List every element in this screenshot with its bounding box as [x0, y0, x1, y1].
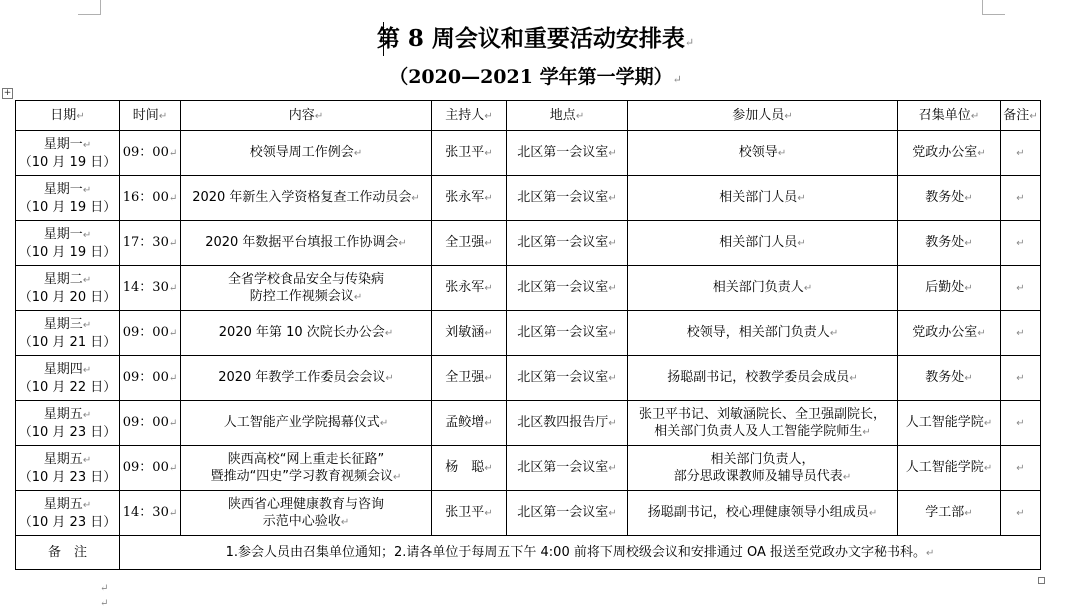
content-cell-line: 2020 年教学工作委员会会议↵ [218, 370, 394, 385]
time-cell-line: 09：00↵ [122, 460, 178, 475]
date-cell[interactable] [16, 446, 120, 491]
place-cell[interactable] [507, 356, 628, 401]
attendees-cell[interactable] [628, 401, 898, 446]
date-cell-line: （10 月 20 日） [18, 289, 117, 305]
content-cell[interactable] [181, 131, 432, 176]
place-cell-line: 北区第一会议室↵ [517, 505, 617, 520]
host-cell[interactable] [432, 491, 507, 536]
organizer-cell-line: 教务处↵ [925, 190, 973, 205]
place-cell-line: 北区第一会议室↵ [517, 190, 617, 205]
remark-cell-line: ↵ [1016, 463, 1025, 474]
remark-cell-line: ↵ [1016, 193, 1025, 204]
place-cell[interactable] [507, 446, 628, 491]
organizer-cell-line: 党政办公室↵ [912, 145, 986, 160]
column-header-remark[interactable]: 备注↵ [1001, 101, 1041, 131]
page-corner-mark-right [982, 0, 1005, 15]
time-cell-line: 09：00↵ [122, 415, 178, 430]
organizer-cell[interactable] [898, 446, 1001, 491]
place-cell-line: 北区第一会议室↵ [517, 280, 617, 295]
date-cell-line: 星期一↵ [43, 181, 92, 197]
host-cell-line: 张卫平↵ [445, 145, 493, 160]
content-cell[interactable] [181, 446, 432, 491]
page-corner-mark-left [78, 0, 101, 15]
content-cell-line: 人工智能产业学院揭幕仪式↵ [223, 415, 389, 430]
content-cell-line: 校领导周工作例会↵ [249, 145, 363, 160]
host-cell[interactable] [432, 266, 507, 311]
column-header-organizer[interactable]: 召集单位↵ [898, 101, 1001, 131]
remark-cell-line: ↵ [1016, 508, 1025, 519]
table-resize-handle[interactable] [1038, 577, 1045, 584]
attendees-cell[interactable] [628, 446, 898, 491]
content-cell-line: 示范中心验收↵ [262, 513, 350, 529]
date-cell-line: （10 月 19 日） [18, 244, 117, 260]
remark-cell[interactable] [1001, 176, 1041, 221]
date-cell-line: （10 月 23 日） [18, 424, 117, 440]
table-row [16, 131, 1041, 176]
date-cell[interactable] [16, 221, 120, 266]
table-header-row [16, 101, 1041, 131]
attendees-cell[interactable] [628, 491, 898, 536]
host-cell[interactable] [432, 446, 507, 491]
content-cell-line: 2020 年数据平台填报工作协调会↵ [205, 235, 407, 250]
content-cell[interactable] [181, 491, 432, 536]
column-header-place[interactable]: 地点↵ [507, 101, 628, 131]
content-cell-line: 陕西省心理健康教育与咨询 [227, 496, 384, 512]
host-cell-line: 刘敏涵↵ [445, 325, 493, 340]
host-cell[interactable] [432, 221, 507, 266]
content-cell[interactable] [181, 221, 432, 266]
date-cell[interactable] [16, 266, 120, 311]
column-header-attendees[interactable]: 参加人员↵ [628, 101, 898, 131]
date-cell-line: 星期四↵ [43, 361, 92, 377]
paragraph-mark: ↵ [100, 598, 109, 609]
attendees-cell-line: 相关部门人员↵ [719, 190, 806, 205]
host-cell[interactable] [432, 401, 507, 446]
organizer-cell[interactable] [898, 356, 1001, 401]
remark-cell-line: ↵ [1016, 148, 1025, 159]
notes-label[interactable]: 备 注 [16, 536, 120, 570]
attendees-cell-line: 相关部门人员↵ [719, 235, 806, 250]
remark-cell-line: ↵ [1016, 328, 1025, 339]
table-row [16, 266, 1041, 311]
remark-cell-line: ↵ [1016, 238, 1025, 249]
host-cell[interactable] [432, 311, 507, 356]
attendees-cell[interactable] [628, 356, 898, 401]
time-cell-line: 09：00↵ [122, 370, 178, 385]
time-cell[interactable] [120, 131, 181, 176]
date-cell-line: （10 月 23 日） [18, 514, 117, 530]
place-cell-line: 北区第一会议室↵ [517, 145, 617, 160]
place-cell-line: 北区教四报告厅↵ [517, 415, 617, 430]
attendees-cell[interactable] [628, 221, 898, 266]
time-cell-line: 14：30↵ [122, 280, 178, 295]
place-cell[interactable] [507, 491, 628, 536]
column-header-time[interactable]: 时间↵ [120, 101, 181, 131]
host-cell-line: 张永军↵ [445, 280, 493, 295]
place-cell[interactable] [507, 311, 628, 356]
remark-cell-line: ↵ [1016, 373, 1025, 384]
place-cell[interactable] [507, 221, 628, 266]
organizer-cell[interactable] [898, 176, 1001, 221]
attendees-cell[interactable] [628, 131, 898, 176]
organizer-cell[interactable] [898, 131, 1001, 176]
organizer-cell-line: 后勤处↵ [925, 280, 973, 295]
time-cell[interactable] [120, 176, 181, 221]
attendees-cell[interactable] [628, 176, 898, 221]
column-header-date[interactable]: 日期↵ [16, 101, 120, 131]
date-cell-line: （10 月 22 日） [18, 379, 117, 395]
organizer-cell-line: 学工部↵ [925, 505, 973, 520]
content-cell[interactable] [181, 401, 432, 446]
time-cell-line: 09：00↵ [122, 145, 178, 160]
time-cell[interactable] [120, 401, 181, 446]
host-cell-line: 全卫强↵ [445, 235, 493, 250]
date-cell[interactable] [16, 176, 120, 221]
organizer-cell[interactable] [898, 491, 1001, 536]
attendees-cell-line: 相关部门负责人， [710, 451, 815, 467]
table-row [16, 491, 1041, 536]
table-row [16, 311, 1041, 356]
date-cell-line: 星期五↵ [43, 496, 92, 512]
host-cell[interactable] [432, 176, 507, 221]
date-cell-line: （10 月 23 日） [18, 469, 117, 485]
schedule-table [15, 100, 1041, 570]
table-row [16, 176, 1041, 221]
date-cell-line: 星期二↵ [43, 271, 92, 287]
organizer-cell[interactable] [898, 266, 1001, 311]
table-move-handle-icon[interactable]: + [3, 88, 12, 98]
remark-cell[interactable] [1001, 356, 1041, 401]
organizer-cell[interactable] [898, 401, 1001, 446]
host-cell[interactable] [432, 131, 507, 176]
time-cell-line: 17：30↵ [122, 235, 178, 250]
content-cell[interactable] [181, 266, 432, 311]
attendees-cell-line: 校领导，相关部门负责人↵ [686, 325, 839, 340]
remark-cell[interactable] [1001, 311, 1041, 356]
content-cell[interactable] [181, 176, 432, 221]
date-cell-line: （10 月 19 日） [18, 199, 117, 215]
attendees-cell-line: 张卫平书记、刘敏涵院长、全卫强副院长， [638, 406, 886, 422]
attendees-cell-line: 部分思政课教师及辅导员代表↵ [673, 468, 852, 484]
attendees-cell-line: 扬聪副书记，校心理健康领导小组成员↵ [647, 505, 878, 520]
date-cell-line: 星期三↵ [43, 316, 92, 332]
attendees-cell-line: 相关部门负责人↵ [712, 280, 813, 295]
content-cell-line: 暨推动“四史”学习教育视频会议↵ [210, 468, 402, 484]
time-cell[interactable] [120, 266, 181, 311]
remark-cell-line: ↵ [1016, 418, 1025, 429]
place-cell-line: 北区第一会议室↵ [517, 235, 617, 250]
host-cell-line: 张卫平↵ [445, 505, 493, 520]
remark-cell[interactable] [1001, 221, 1041, 266]
time-cell-line: 14：30↵ [122, 505, 178, 520]
time-cell-line: 16：00↵ [122, 190, 178, 205]
place-cell-line: 北区第一会议室↵ [517, 370, 617, 385]
table-row [16, 446, 1041, 491]
notes-text[interactable]: 1.参会人员由召集单位通知；2.请各单位于每周五下午 4:00 前将下周校级会议和安排通过 OA 报送至党政办文字秘书科。↵ [120, 536, 1041, 570]
place-cell[interactable] [507, 401, 628, 446]
table-row [16, 356, 1041, 401]
remark-cell[interactable] [1001, 131, 1041, 176]
notes-row [16, 536, 1041, 570]
date-cell[interactable] [16, 491, 120, 536]
remark-cell[interactable] [1001, 491, 1041, 536]
date-cell-line: 星期一↵ [43, 136, 92, 152]
attendees-cell-line: 扬聪副书记，校教学委员会成员↵ [667, 370, 858, 385]
host-cell-line: 孟鲛增↵ [445, 415, 493, 430]
document-subtitle[interactable]: （2020—2021 学年第一学期）↵ [389, 66, 682, 88]
content-cell[interactable] [181, 311, 432, 356]
table-row [16, 401, 1041, 446]
date-cell[interactable] [16, 131, 120, 176]
time-cell[interactable] [120, 446, 181, 491]
date-cell-line: 星期五↵ [43, 406, 92, 422]
time-cell[interactable] [120, 311, 181, 356]
organizer-cell-line: 党政办公室↵ [912, 325, 986, 340]
table-row [16, 221, 1041, 266]
content-cell-line: 全省学校食品安全与传染病 [227, 271, 384, 287]
column-header-host[interactable]: 主持人↵ [432, 101, 507, 131]
organizer-cell-line: 人工智能学院↵ [905, 460, 993, 475]
time-cell[interactable] [120, 491, 181, 536]
host-cell-line: 张永军↵ [445, 190, 493, 205]
organizer-cell-line: 人工智能学院↵ [905, 415, 993, 430]
document-title[interactable]: 第 8 周会议和重要活动安排表↵ [376, 25, 695, 52]
attendees-cell-line: 相关部门负责人及人工智能学院师生↵ [654, 423, 871, 439]
organizer-cell-line: 教务处↵ [925, 235, 973, 250]
remark-cell[interactable] [1001, 266, 1041, 311]
content-cell[interactable] [181, 356, 432, 401]
date-cell-line: 星期一↵ [43, 226, 92, 242]
organizer-cell[interactable] [898, 221, 1001, 266]
date-cell[interactable] [16, 401, 120, 446]
organizer-cell-line: 教务处↵ [925, 370, 973, 385]
date-cell[interactable] [16, 356, 120, 401]
time-cell[interactable] [120, 356, 181, 401]
host-cell-line: 杨 聪↵ [445, 460, 493, 475]
date-cell[interactable] [16, 311, 120, 356]
place-cell-line: 北区第一会议室↵ [517, 460, 617, 475]
host-cell[interactable] [432, 356, 507, 401]
place-cell[interactable] [507, 131, 628, 176]
content-cell-line: 2020 年新生入学资格复查工作动员会↵ [192, 190, 420, 205]
place-cell[interactable] [507, 176, 628, 221]
attendees-cell[interactable] [628, 311, 898, 356]
attendees-cell[interactable] [628, 266, 898, 311]
remark-cell-line: ↵ [1016, 283, 1025, 294]
date-cell-line: （10 月 19 日） [18, 154, 117, 170]
paragraph-mark: ↵ [100, 583, 109, 594]
organizer-cell[interactable] [898, 311, 1001, 356]
content-cell-line: 防控工作视频会议↵ [249, 288, 363, 304]
column-header-content[interactable]: 内容↵ [181, 101, 432, 131]
date-cell-line: （10 月 21 日） [18, 334, 117, 350]
time-cell[interactable] [120, 221, 181, 266]
remark-cell[interactable] [1001, 401, 1041, 446]
content-cell-line: 陕西高校“网上重走长征路” [227, 451, 385, 467]
attendees-cell-line: 校领导↵ [738, 145, 787, 160]
date-cell-line: 星期五↵ [43, 451, 92, 467]
time-cell-line: 09：00↵ [122, 325, 178, 340]
content-cell-line: 2020 年第 10 次院长办公会↵ [218, 325, 394, 340]
place-cell-line: 北区第一会议室↵ [517, 325, 617, 340]
place-cell[interactable] [507, 266, 628, 311]
host-cell-line: 全卫强↵ [445, 370, 493, 385]
remark-cell[interactable] [1001, 446, 1041, 491]
